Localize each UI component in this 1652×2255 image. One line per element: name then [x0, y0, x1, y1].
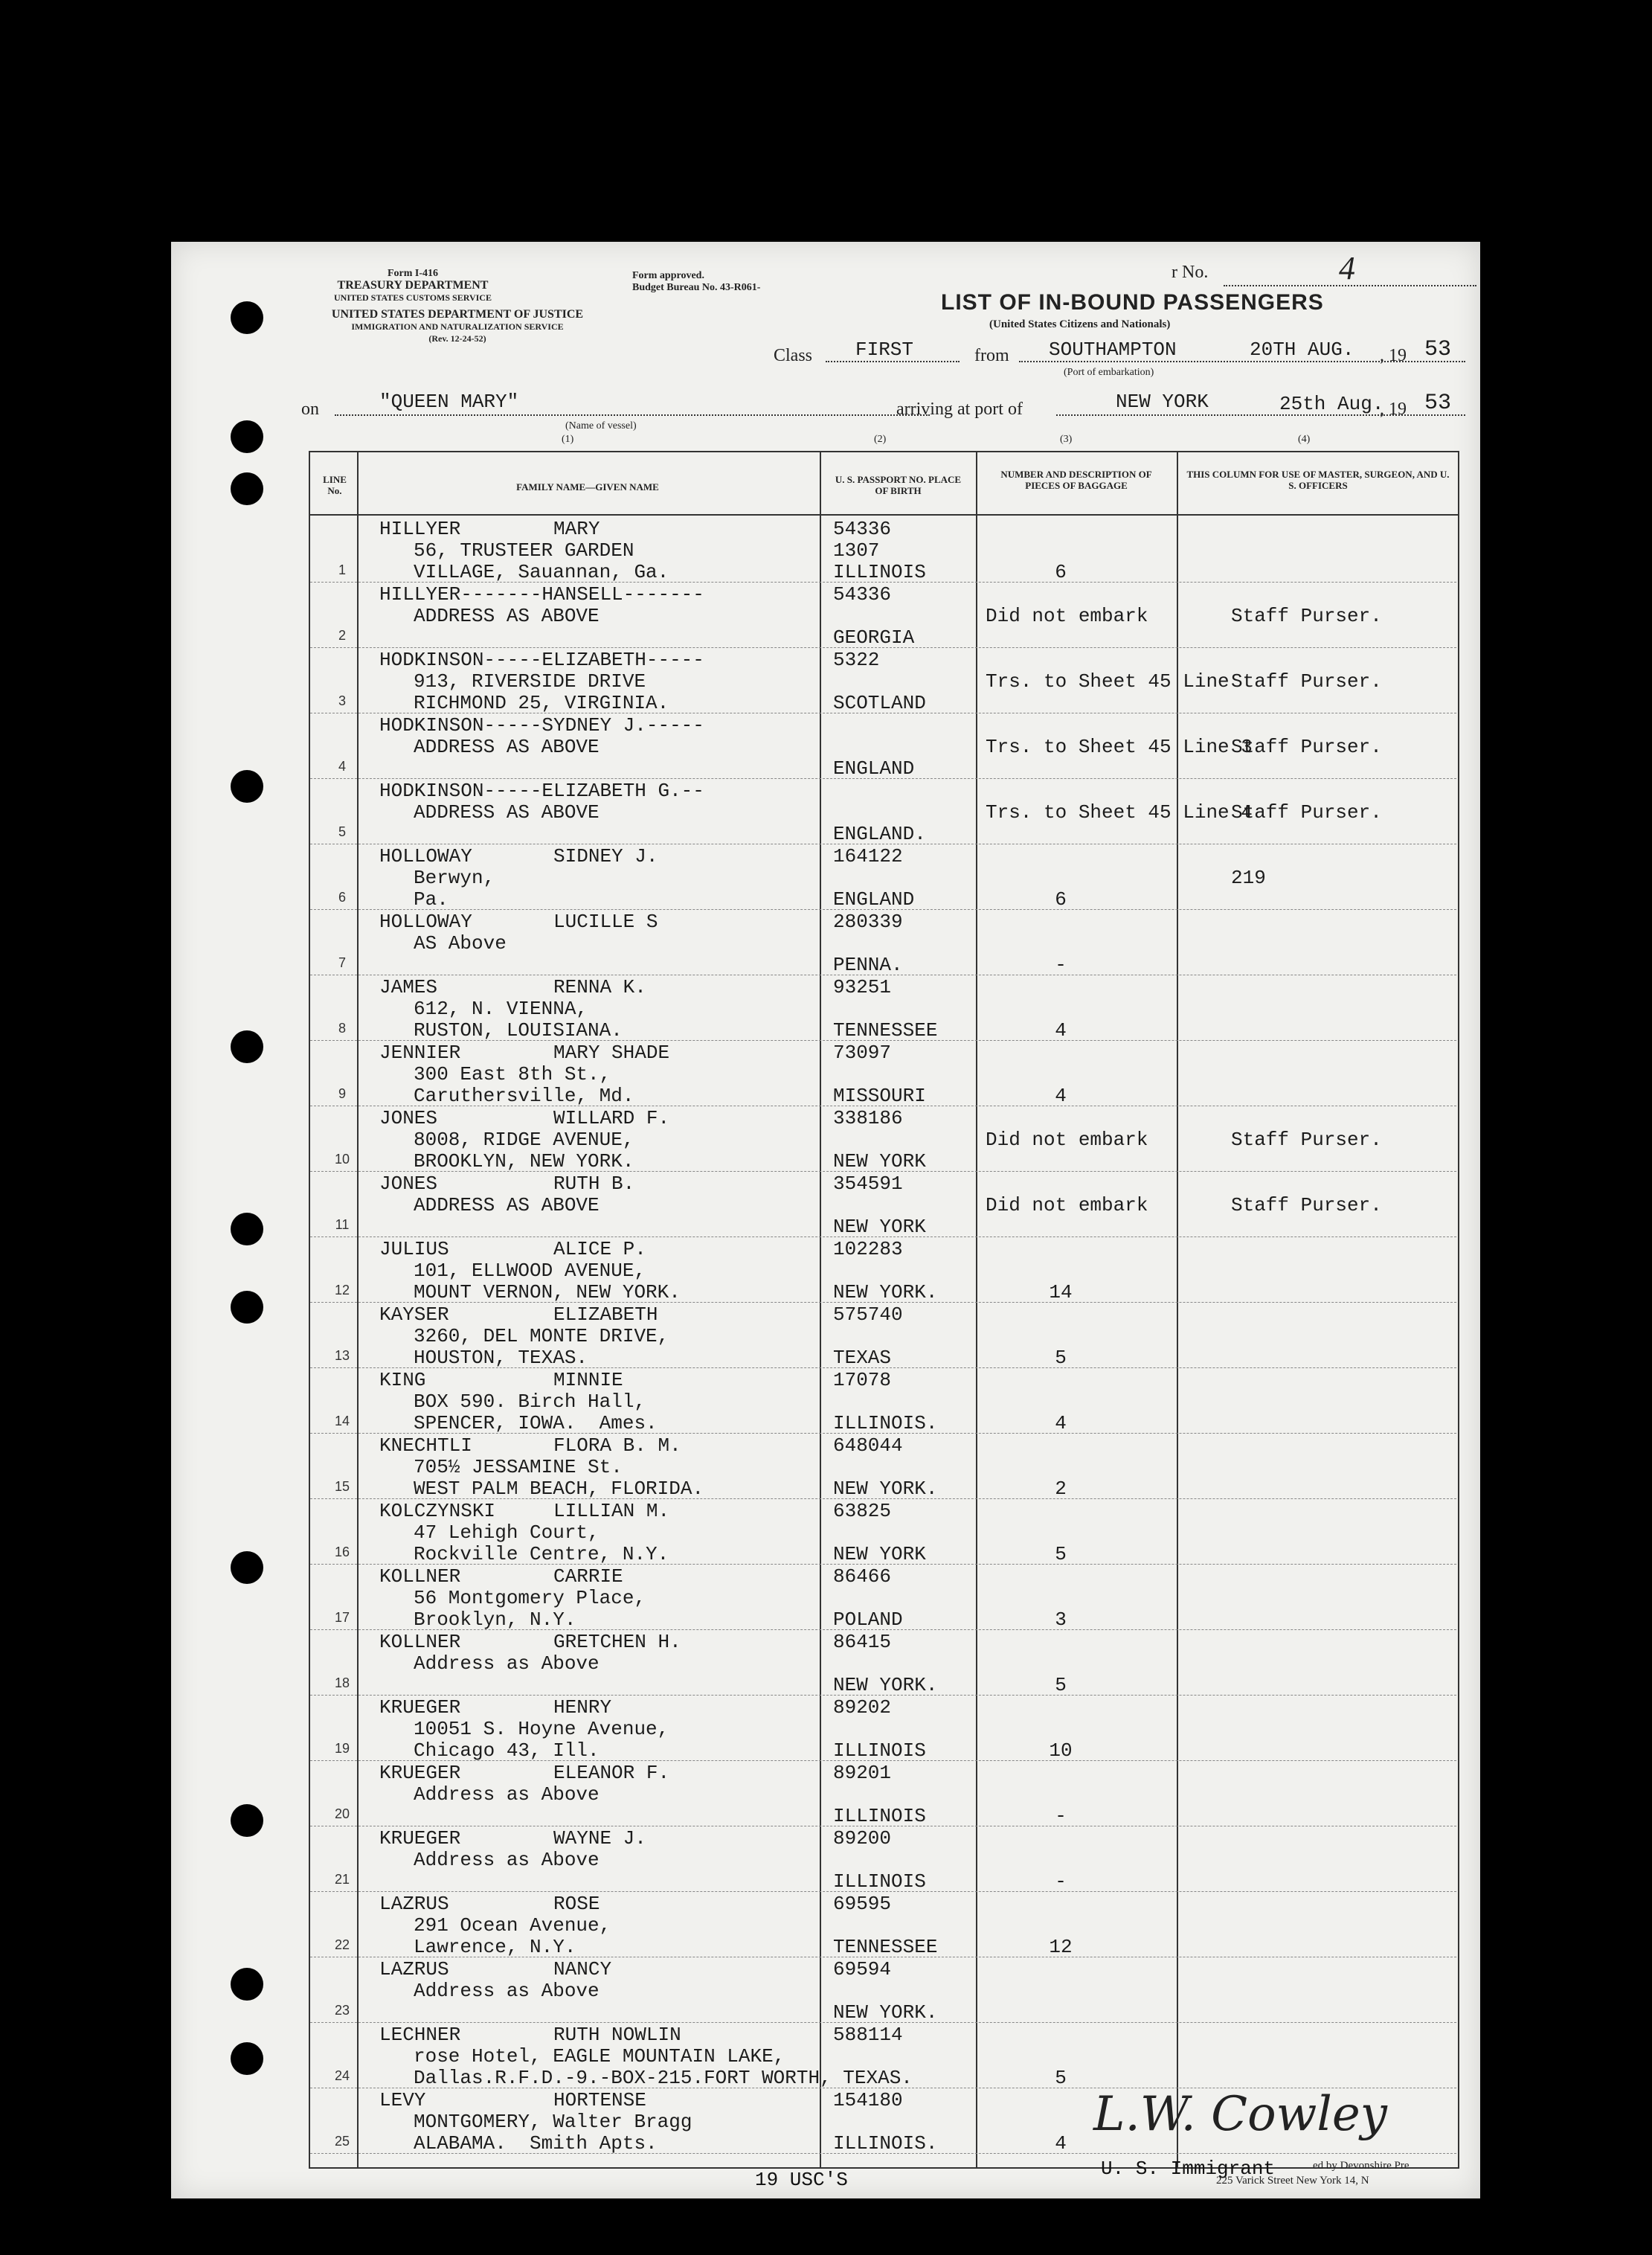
- line-number: 14: [334, 1414, 350, 1428]
- passport-number: 338186: [833, 1107, 903, 1129]
- passenger-name: JAMES RENNA K.: [379, 976, 646, 998]
- passenger-name: HODKINSON-----ELIZABETH-----: [379, 649, 704, 671]
- address-line-1: 612, N. VIENNA,: [414, 998, 588, 1020]
- place-of-birth: NEW YORK.: [833, 1674, 938, 1696]
- baggage-count: 4: [1055, 2132, 1067, 2155]
- place-of-birth: POLAND: [833, 1608, 903, 1631]
- passenger-name: LAZRUS ROSE: [379, 1893, 600, 1915]
- passenger-name: JENNIER MARY SHADE: [379, 1042, 670, 1064]
- treasury-dept: TREASURY DEPARTMENT: [337, 279, 489, 292]
- class-label: Class: [774, 346, 813, 365]
- embark-date: 20TH AUG.: [1250, 339, 1354, 361]
- line-number: 5: [338, 824, 346, 839]
- passenger-row: [171, 1369, 1480, 1434]
- embark-note: Did not embark: [986, 605, 1148, 627]
- passenger-row: [171, 1762, 1480, 1826]
- line-number: 21: [334, 1872, 350, 1887]
- form-approved: Form approved.: [632, 270, 704, 281]
- list-no: 4: [1339, 250, 1355, 286]
- address-line-2: Chicago 43, Ill.: [414, 1739, 600, 1762]
- passenger-name: LAZRUS NANCY: [379, 1958, 612, 1980]
- address-line-1: 56 Montgomery Place,: [414, 1587, 646, 1609]
- on-label: on: [301, 400, 319, 419]
- passenger-name: HILLYER-------HANSELL-------: [379, 583, 704, 606]
- baggage-count: 10: [1049, 1739, 1073, 1762]
- place-of-birth: TEXAS: [833, 1347, 892, 1369]
- place-of-birth: ILLINOIS: [833, 1805, 926, 1827]
- year-prefix: , 19: [1380, 346, 1407, 365]
- vessel-label: (Name of vessel): [565, 420, 637, 432]
- passport-number: 54336: [833, 583, 892, 606]
- line-number: 13: [334, 1348, 350, 1363]
- line-number: 24: [334, 2068, 350, 2083]
- arrival-year: 53: [1424, 391, 1452, 416]
- address-line-1: Berwyn,: [414, 867, 495, 889]
- passenger-name: LEVY HORTENSE: [379, 2089, 646, 2111]
- passport-number: 86415: [833, 1631, 892, 1653]
- line-number: 12: [334, 1283, 350, 1297]
- place-of-birth: ENGLAND.: [833, 823, 926, 845]
- passenger-row: [171, 2024, 1480, 2088]
- col-header-name: FAMILY NAME—GIVEN NAME: [516, 481, 659, 493]
- passport-number: 63825: [833, 1500, 892, 1522]
- passenger-row: [171, 1696, 1480, 1761]
- line-number: 23: [334, 2003, 350, 2018]
- year-prefix-2: , 19: [1380, 400, 1407, 419]
- line-number: 3: [338, 693, 346, 708]
- place-of-birth: NEW YORK: [833, 1216, 926, 1238]
- passport-number: 354591: [833, 1173, 903, 1195]
- passenger-row: [171, 1107, 1480, 1172]
- place-of-birth: MISSOURI: [833, 1085, 926, 1107]
- class-line: [826, 361, 960, 362]
- passport-number: 648044: [833, 1434, 903, 1457]
- passport-number: 5322: [833, 649, 880, 671]
- list-no-label: r No.: [1171, 263, 1209, 282]
- line-number: 10: [334, 1152, 350, 1167]
- line-number: 11: [335, 1217, 350, 1232]
- embark-note: Trs. to Sheet 45 Line: [986, 670, 1230, 693]
- passenger-name: HILLYER MARY: [379, 518, 600, 540]
- passenger-name: KING MINNIE: [379, 1369, 623, 1391]
- address-line-2: RICHMOND 25, VIRGINIA.: [414, 692, 669, 714]
- passenger-name: KNECHTLI FLORA B. M.: [379, 1434, 681, 1457]
- address-line-2: Caruthersville, Md.: [414, 1085, 634, 1107]
- address-line-1: ADDRESS AS ABOVE: [414, 736, 600, 758]
- line-number: 25: [334, 2134, 350, 2149]
- place-of-birth: TENNESSEE: [833, 1019, 938, 1042]
- address-line-1: Address as Above: [414, 1652, 600, 1675]
- arriving-label: arriving at port of: [896, 400, 1023, 419]
- col-header-baggage: NUMBER AND DESCRIPTION OF PIECES OF BAGGAGE: [1000, 469, 1152, 491]
- col-header-line: LINE No.: [323, 474, 347, 496]
- address-line-2: WEST PALM BEACH, FLORIDA.: [414, 1478, 704, 1500]
- passenger-name: KRUEGER ELEANOR F.: [379, 1762, 670, 1784]
- passenger-name: KOLLNER GRETCHEN H.: [379, 1631, 681, 1653]
- place-of-birth: NEW YORK: [833, 1543, 926, 1565]
- ins: IMMIGRATION AND NATURALIZATION SERVICE: [351, 321, 564, 332]
- passport-number: 17078: [833, 1369, 892, 1391]
- passenger-name: KOLCZYNSKI LILLIAN M.: [379, 1500, 670, 1522]
- baggage-count: 6: [1055, 561, 1067, 583]
- address-line-2: ALABAMA. Smith Apts.: [414, 2132, 658, 2155]
- line-number: 2: [338, 628, 346, 643]
- place-of-birth: ENGLAND: [833, 757, 915, 780]
- line-number: 6: [338, 890, 346, 905]
- officer-signature: L.W. Cowley: [1093, 2087, 1387, 2142]
- passenger-row: [171, 1631, 1480, 1696]
- place-of-birth: TENNESSEE: [833, 1936, 938, 1958]
- arrival-date: 25th Aug.: [1279, 393, 1384, 415]
- place-of-birth: NEW YORK.: [833, 1478, 938, 1500]
- officer-title: U. S. Immigrant: [1101, 2158, 1276, 2180]
- passport-number: 69595: [833, 1893, 892, 1915]
- col-header-officers: THIS COLUMN FOR USE OF MASTER, SURGEON, AND U. S. OFFICERS: [1186, 469, 1450, 491]
- baggage-count: 4: [1055, 1085, 1067, 1107]
- officer-note: Staff Purser.: [1231, 670, 1382, 693]
- passenger-row: [171, 1238, 1480, 1303]
- place-of-birth: ILLINOIS.: [833, 1412, 938, 1434]
- place-of-birth: ENGLAND: [833, 888, 915, 911]
- passenger-name: HOLLOWAY LUCILLE S: [379, 911, 658, 933]
- passenger-name: KRUEGER HENRY: [379, 1696, 612, 1719]
- place-of-birth: NEW YORK: [833, 1150, 926, 1173]
- address-line-1: 8008, RIDGE AVENUE,: [414, 1129, 634, 1151]
- address-line-1: 705½ JESSAMINE St.: [414, 1456, 623, 1478]
- line-number: 19: [334, 1741, 350, 1756]
- address-line-2: BROOKLYN, NEW YORK.: [414, 1150, 634, 1173]
- passport-number-2: 1307: [833, 539, 880, 562]
- punch-hole: [231, 420, 263, 453]
- address-line-1: MONTGOMERY, Walter Bragg: [414, 2111, 692, 2133]
- place-of-birth: PENNA.: [833, 954, 903, 976]
- passenger-row: [171, 518, 1480, 583]
- passport-number: 86466: [833, 1565, 892, 1588]
- line-number: 22: [334, 1937, 350, 1952]
- arrival-line: [1056, 414, 1465, 416]
- embark-port: SOUTHAMPTON: [1049, 339, 1177, 361]
- address-line-1: 3260, DEL MONTE DRIVE,: [414, 1325, 669, 1347]
- passenger-row: [171, 1042, 1480, 1106]
- officer-note: Staff Purser.: [1231, 736, 1382, 758]
- address-line-2: Pa.: [414, 888, 449, 911]
- passport-number: 89202: [833, 1696, 892, 1719]
- address-line-1: 101, ELLWOOD AVENUE,: [414, 1260, 646, 1282]
- passenger-name: LECHNER RUTH NOWLIN: [379, 2024, 681, 2046]
- passport-number: 93251: [833, 976, 892, 998]
- passenger-name: HOLLOWAY SIDNEY J.: [379, 845, 658, 867]
- class-value: FIRST: [855, 339, 914, 361]
- passport-number: 73097: [833, 1042, 892, 1064]
- col-num-4: (4): [1298, 434, 1311, 445]
- printer-line-1: ed by Devonshire Pre: [1313, 2160, 1410, 2172]
- line-number: 20: [334, 1806, 350, 1821]
- place-of-birth: ILLINOIS: [833, 1870, 926, 1893]
- place-of-birth: ILLINOIS: [833, 1739, 926, 1762]
- vessel-line: [335, 414, 930, 416]
- baggage-count: -: [1055, 1870, 1067, 1893]
- form-info: [290, 268, 536, 304]
- customs-service: UNITED STATES CUSTOMS SERVICE: [334, 292, 492, 303]
- place-of-birth: GEORGIA: [833, 626, 915, 649]
- line-number: 17: [334, 1610, 350, 1625]
- passenger-name: HODKINSON-----SYDNEY J.-----: [379, 714, 704, 737]
- embark-note: Trs. to Sheet 45 Line 4: [986, 801, 1253, 824]
- address-line-1: rose Hotel, EAGLE MOUNTAIN LAKE,: [414, 2045, 785, 2068]
- baggage-count: 12: [1049, 1936, 1073, 1958]
- col-num-1: (1): [562, 434, 574, 445]
- baggage-count: 4: [1055, 1019, 1067, 1042]
- header-divider: [309, 514, 1458, 516]
- doj: UNITED STATES DEPARTMENT OF JUSTICE: [331, 308, 584, 321]
- passenger-row: [171, 1500, 1480, 1565]
- address-line-2: HOUSTON, TEXAS.: [414, 1347, 588, 1369]
- address-line-1: Address as Above: [414, 1980, 600, 2002]
- baggage-count: 2: [1055, 1478, 1067, 1500]
- address-line-2: Rockville Centre, N.Y.: [414, 1543, 669, 1565]
- page-subtitle: (United States Citizens and Nationals): [989, 318, 1171, 330]
- passenger-row: [171, 976, 1480, 1041]
- officer-note: Staff Purser.: [1231, 1194, 1382, 1216]
- arrival-port: NEW YORK: [1116, 391, 1209, 413]
- baggage-count: 4: [1055, 1412, 1067, 1434]
- address-line-1: 291 Ocean Avenue,: [414, 1914, 611, 1937]
- line-number: 1: [338, 562, 346, 577]
- passenger-row: [171, 1303, 1480, 1368]
- baggage-count: 14: [1049, 1281, 1073, 1303]
- page-title: LIST OF IN-BOUND PASSENGERS: [941, 290, 1324, 315]
- passenger-row: [171, 649, 1480, 713]
- passenger-row: [171, 1893, 1480, 1957]
- passport-number: 89201: [833, 1762, 892, 1784]
- passenger-row: [171, 1434, 1480, 1499]
- passport-number: 154180: [833, 2089, 903, 2111]
- address-line-1: ADDRESS AS ABOVE: [414, 1194, 600, 1216]
- address-line-2: SPENCER, IOWA. Ames.: [414, 1412, 658, 1434]
- address-line-1: ADDRESS AS ABOVE: [414, 605, 600, 627]
- address-line-1: 300 East 8th St.,: [414, 1063, 611, 1085]
- embark-year: 53: [1424, 337, 1452, 362]
- passenger-name: KOLLNER CARRIE: [379, 1565, 623, 1588]
- passenger-row: [171, 780, 1480, 844]
- manifest-page: [171, 242, 1480, 2198]
- baggage-count: 5: [1055, 1347, 1067, 1369]
- form-number: Form I-416: [387, 268, 439, 279]
- line-number: 16: [334, 1545, 350, 1559]
- officer-note: 219: [1231, 867, 1266, 889]
- line-number: 18: [334, 1675, 350, 1690]
- passenger-name: JULIUS ALICE P.: [379, 1238, 646, 1260]
- passport-number: 54336: [833, 518, 892, 540]
- address-line-2: Brooklyn, N.Y.: [414, 1608, 576, 1631]
- col-num-3: (3): [1060, 434, 1073, 445]
- passenger-row: [171, 1958, 1480, 2023]
- baggage-count: 5: [1055, 1543, 1067, 1565]
- vessel-name: "QUEEN MARY": [379, 391, 519, 413]
- revision: (Rev. 12-24-52): [428, 333, 486, 344]
- embark-note: Trs. to Sheet 45 Line 3: [986, 736, 1253, 758]
- passenger-row: [171, 845, 1480, 910]
- passport-number: 89200: [833, 1827, 892, 1850]
- passenger-row: [171, 583, 1480, 648]
- address-line-2: Dallas.R.F.D.-9.-BOX-215.FORT WORTH, TEXAS.: [414, 2067, 913, 2089]
- baggage-count: 3: [1055, 1608, 1067, 1631]
- passport-number: 102283: [833, 1238, 903, 1260]
- passenger-row: [171, 911, 1480, 975]
- passenger-row: [171, 714, 1480, 779]
- passenger-name: KAYSER ELIZABETH: [379, 1303, 658, 1326]
- place-of-birth: ILLINOIS: [833, 561, 926, 583]
- col-header-passport: U. S. PASSPORT NO. PLACE OF BIRTH: [835, 474, 962, 496]
- address-line-1: Address as Above: [414, 1783, 600, 1806]
- place-of-birth: ILLINOIS.: [833, 2132, 938, 2155]
- place-of-birth: SCOTLAND: [833, 692, 926, 714]
- address-line-1: ADDRESS AS ABOVE: [414, 801, 600, 824]
- place-of-birth: NEW YORK.: [833, 2001, 938, 2024]
- passenger-row: [171, 1173, 1480, 1237]
- passenger-name: KRUEGER WAYNE J.: [379, 1827, 646, 1850]
- baggage-count: 6: [1055, 888, 1067, 911]
- baggage-count: -: [1055, 1805, 1067, 1827]
- passport-number: 280339: [833, 911, 903, 933]
- address-line-1: 56, TRUSTEER GARDEN: [414, 539, 634, 562]
- port-embark-label: (Port of embarkation): [1064, 367, 1154, 378]
- passenger-name: JONES WILLARD F.: [379, 1107, 670, 1129]
- passenger-row: [171, 1565, 1480, 1630]
- form-approval: [632, 270, 841, 294]
- usc-count: 19 USC'S: [755, 2169, 848, 2191]
- passport-number: 69594: [833, 1958, 892, 1980]
- address-line-1: AS Above: [414, 932, 507, 955]
- embark-note: Did not embark: [986, 1129, 1148, 1151]
- address-line-1: Address as Above: [414, 1849, 600, 1871]
- line-number: 15: [334, 1479, 350, 1494]
- address-line-2: RUSTON, LOUISIANA.: [414, 1019, 623, 1042]
- from-label: from: [974, 346, 1009, 365]
- line-number: 9: [338, 1086, 346, 1101]
- col-num-2: (2): [874, 434, 887, 445]
- address-line-1: 47 Lehigh Court,: [414, 1521, 600, 1544]
- punch-hole: [231, 472, 263, 505]
- passport-number: 164122: [833, 845, 903, 867]
- baggage-count: 5: [1055, 1674, 1067, 1696]
- officer-note: Staff Purser.: [1231, 801, 1382, 824]
- address-line-2: MOUNT VERNON, NEW YORK.: [414, 1281, 681, 1303]
- address-line-2: VILLAGE, Sauannan, Ga.: [414, 561, 669, 583]
- address-line-2: Lawrence, N.Y.: [414, 1936, 576, 1958]
- line-number: 4: [338, 759, 346, 774]
- budget-bureau: Budget Bureau No. 43-R061-: [632, 282, 761, 293]
- passport-number: 588114: [833, 2024, 903, 2046]
- printer-line-2: 225 Varick Street New York 14, N: [1216, 2175, 1369, 2187]
- list-no-line: [1224, 285, 1476, 286]
- embark-note: Did not embark: [986, 1194, 1148, 1216]
- officer-note: Staff Purser.: [1231, 605, 1382, 627]
- address-line-1: 913, RIVERSIDE DRIVE: [414, 670, 646, 693]
- passenger-name: JONES RUTH B.: [379, 1173, 635, 1195]
- address-line-1: 10051 S. Hoyne Avenue,: [414, 1718, 669, 1740]
- line-number: 7: [338, 955, 346, 970]
- passenger-name: HODKINSON-----ELIZABETH G.--: [379, 780, 704, 802]
- address-line-1: BOX 590. Birch Hall,: [414, 1390, 646, 1413]
- passenger-row: [171, 1827, 1480, 1892]
- doj-block: [301, 309, 614, 344]
- baggage-count: -: [1055, 954, 1067, 976]
- from-line: [1019, 361, 1465, 362]
- passport-number: 575740: [833, 1303, 903, 1326]
- officer-note: Staff Purser.: [1231, 1129, 1382, 1151]
- baggage-count: 5: [1055, 2067, 1067, 2089]
- place-of-birth: NEW YORK.: [833, 1281, 938, 1303]
- punch-hole: [231, 301, 263, 334]
- line-number: 8: [338, 1021, 346, 1036]
